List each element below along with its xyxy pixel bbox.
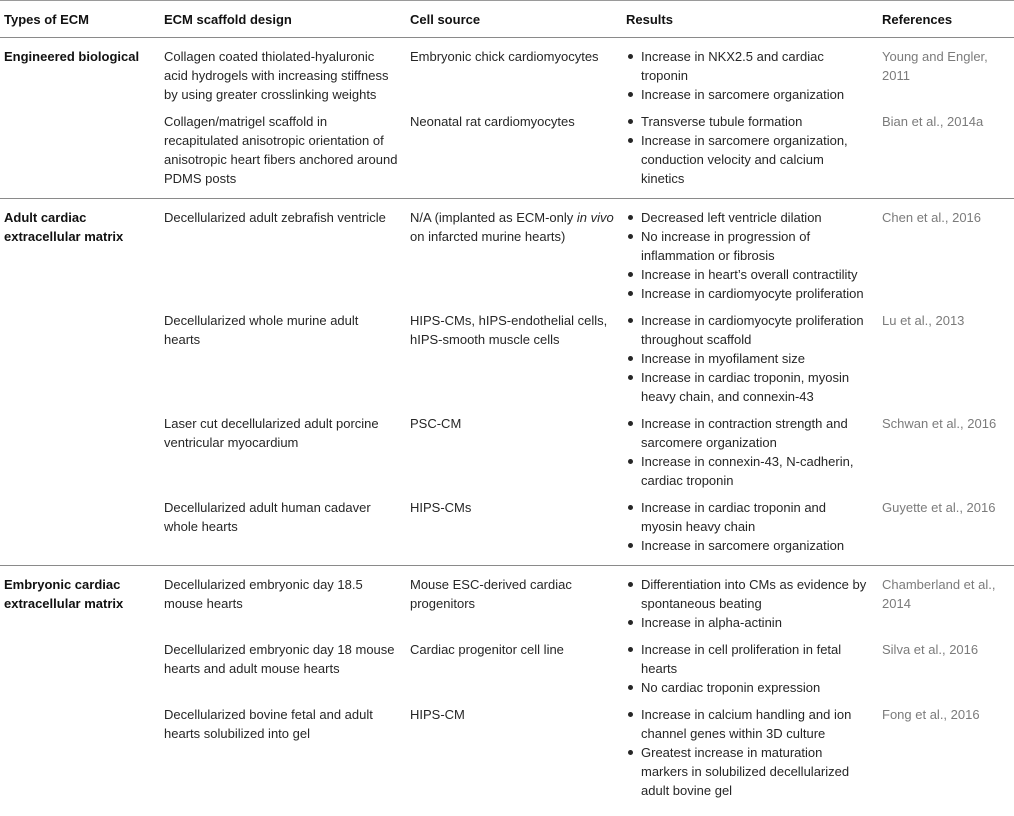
results-list xyxy=(626,575,870,632)
scaffold-design-cell: Decellularized whole murine adult hearts xyxy=(164,313,359,347)
results-list xyxy=(626,208,870,303)
results-cell xyxy=(622,408,878,492)
scaffold-design-cell: Decellularized adult human cadaver whole hearts xyxy=(160,492,406,566)
result-item: Greatest increase in maturation markers in solubilized decellularized adult bovine gel xyxy=(626,743,870,800)
results-cell xyxy=(622,634,878,699)
reference-cell: Lu et al., 2013 xyxy=(882,313,965,328)
header-results: Results xyxy=(622,1,878,38)
result-item: Increase in heart’s overall contractility xyxy=(626,265,870,284)
table-row xyxy=(0,106,1014,199)
result-item: Increase in myofilament size xyxy=(626,349,870,368)
table-row xyxy=(0,634,1014,699)
results-list xyxy=(626,47,870,104)
header-cell-source: Cell source xyxy=(406,1,622,38)
results-cell xyxy=(622,492,878,566)
cell-source-text: N/A (implanted as ECM-only xyxy=(410,210,574,225)
reference-cell: Guyette et al., 2016 xyxy=(878,492,1014,566)
result-item: Decreased left ventricle dilation xyxy=(626,208,870,227)
header-scaffold-design: ECM scaffold design xyxy=(160,1,406,38)
reference-cell: Schwan et al., 2016 xyxy=(882,416,997,431)
result-item: Increase in sarcomere organization, conduction velocity and calcium kinetics xyxy=(626,131,870,188)
result-item: Increase in sarcomere organization xyxy=(626,536,870,555)
scaffold-design-cell: Decellularized embryonic day 18 mouse hearts and adult mouse hearts xyxy=(164,642,395,676)
header-row xyxy=(0,1,1014,38)
reference-cell: Chen et al., 2016 xyxy=(882,210,982,225)
cell-source-cell: Neonatal rat cardiomyocytes xyxy=(406,106,622,199)
scaffold-design-cell: Collagen coated thiolated-hyaluronic acid hydrogels with increasing stiffness by using greater crosslinking weights xyxy=(164,49,389,102)
ecm-type-cell-empty xyxy=(0,106,160,199)
result-item: Increase in cardiac troponin, myosin heavy chain, and connexin-43 xyxy=(626,368,870,406)
scaffold-design-cell: Decellularized adult zebrafish ventricle xyxy=(164,210,386,225)
results-cell xyxy=(622,38,878,107)
ecm-type-cell-empty xyxy=(0,408,160,492)
scaffold-design-cell: Laser cut decellularized adult porcine ventricular myocardium xyxy=(164,416,379,450)
results-cell xyxy=(622,106,878,199)
result-item: No increase in progression of inflammation or fibrosis xyxy=(626,227,870,265)
ecm-type-cell: Embryonic cardiac extracellular matrix xyxy=(4,577,124,611)
results-list xyxy=(626,414,870,490)
results-cell xyxy=(622,566,878,635)
cell-source-cell: HIPS-CMs, hIPS-endothelial cells, hIPS-smooth muscle cells xyxy=(410,313,608,347)
results-cell xyxy=(622,199,878,306)
result-item: Increase in NKX2.5 and cardiac troponin xyxy=(626,47,870,85)
result-item: Increase in cardiomyocyte proliferation throughout scaffold xyxy=(626,311,870,349)
results-cell xyxy=(622,305,878,408)
cell-source-cell: Mouse ESC-derived cardiac progenitors xyxy=(410,577,572,611)
cell-source-cell: Embryonic chick cardiomyocytes xyxy=(410,49,599,64)
reference-cell: Young and Engler, 2011 xyxy=(882,49,988,83)
ecm-type-cell: Engineered biological xyxy=(4,49,140,64)
results-list xyxy=(626,705,870,800)
table-row xyxy=(0,38,1014,107)
result-item: Increase in calcium handling and ion channel genes within 3D culture xyxy=(626,705,870,743)
result-item: Increase in cell proliferation in fetal hearts xyxy=(626,640,870,678)
result-item: No cardiac troponin expression xyxy=(626,678,870,697)
ecm-type-cell-empty xyxy=(0,699,160,802)
table-row xyxy=(0,199,1014,306)
cell-source-text: on infarcted murine hearts) xyxy=(410,229,566,244)
result-item: Increase in connexin-43, N-cadherin, cardiac troponin xyxy=(626,452,870,490)
results-list xyxy=(626,112,870,188)
result-item: Differentiation into CMs as evidence by spontaneous beating xyxy=(626,575,870,613)
results-list xyxy=(626,640,870,697)
table-body xyxy=(0,38,1014,803)
scaffold-design-cell: Collagen/matrigel scaffold in recapitulated anisotropic orientation of anisotropic heart fibers anchored around PDMS posts xyxy=(160,106,406,199)
table-header xyxy=(0,1,1014,38)
cell-source-cell: HIPS-CM xyxy=(410,707,465,722)
table-row xyxy=(0,408,1014,492)
table-row xyxy=(0,492,1014,566)
reference-cell: Chamberland et al., 2014 xyxy=(882,577,996,611)
cell-source-cell: Cardiac progenitor cell line xyxy=(410,642,564,657)
header-types-of-ecm: Types of ECM xyxy=(0,1,160,38)
scaffold-design-cell: Decellularized embryonic day 18.5 mouse hearts xyxy=(164,577,363,611)
table-row xyxy=(0,305,1014,408)
table-row xyxy=(0,566,1014,635)
results-list xyxy=(626,498,870,555)
result-item: Increase in contraction strength and sarcomere organization xyxy=(626,414,870,452)
result-item: Increase in alpha-actinin xyxy=(626,613,870,632)
cell-source-cell xyxy=(406,199,622,306)
results-cell xyxy=(622,699,878,802)
ecm-type-cell-empty xyxy=(0,305,160,408)
ecm-type-cell: Adult cardiac extracellular matrix xyxy=(4,210,124,244)
ecm-type-cell-empty xyxy=(0,492,160,566)
cell-source-cell: PSC-CM xyxy=(410,416,462,431)
results-list xyxy=(626,311,870,406)
table-row xyxy=(0,699,1014,802)
cell-source-italic-text: in vivo xyxy=(576,210,614,225)
result-item: Transverse tubule formation xyxy=(626,112,870,131)
cell-source-cell: HIPS-CMs xyxy=(406,492,622,566)
result-item: Increase in cardiomyocyte proliferation xyxy=(626,284,870,303)
scaffold-design-cell: Decellularized bovine fetal and adult hearts solubilized into gel xyxy=(164,707,373,741)
reference-cell: Silva et al., 2016 xyxy=(882,642,979,657)
ecm-type-cell-empty xyxy=(0,634,160,699)
header-references: References xyxy=(878,1,1014,38)
result-item: Increase in cardiac troponin and myosin heavy chain xyxy=(626,498,870,536)
reference-cell: Bian et al., 2014a xyxy=(878,106,1014,199)
reference-cell: Fong et al., 2016 xyxy=(882,707,980,722)
result-item: Increase in sarcomere organization xyxy=(626,85,870,104)
